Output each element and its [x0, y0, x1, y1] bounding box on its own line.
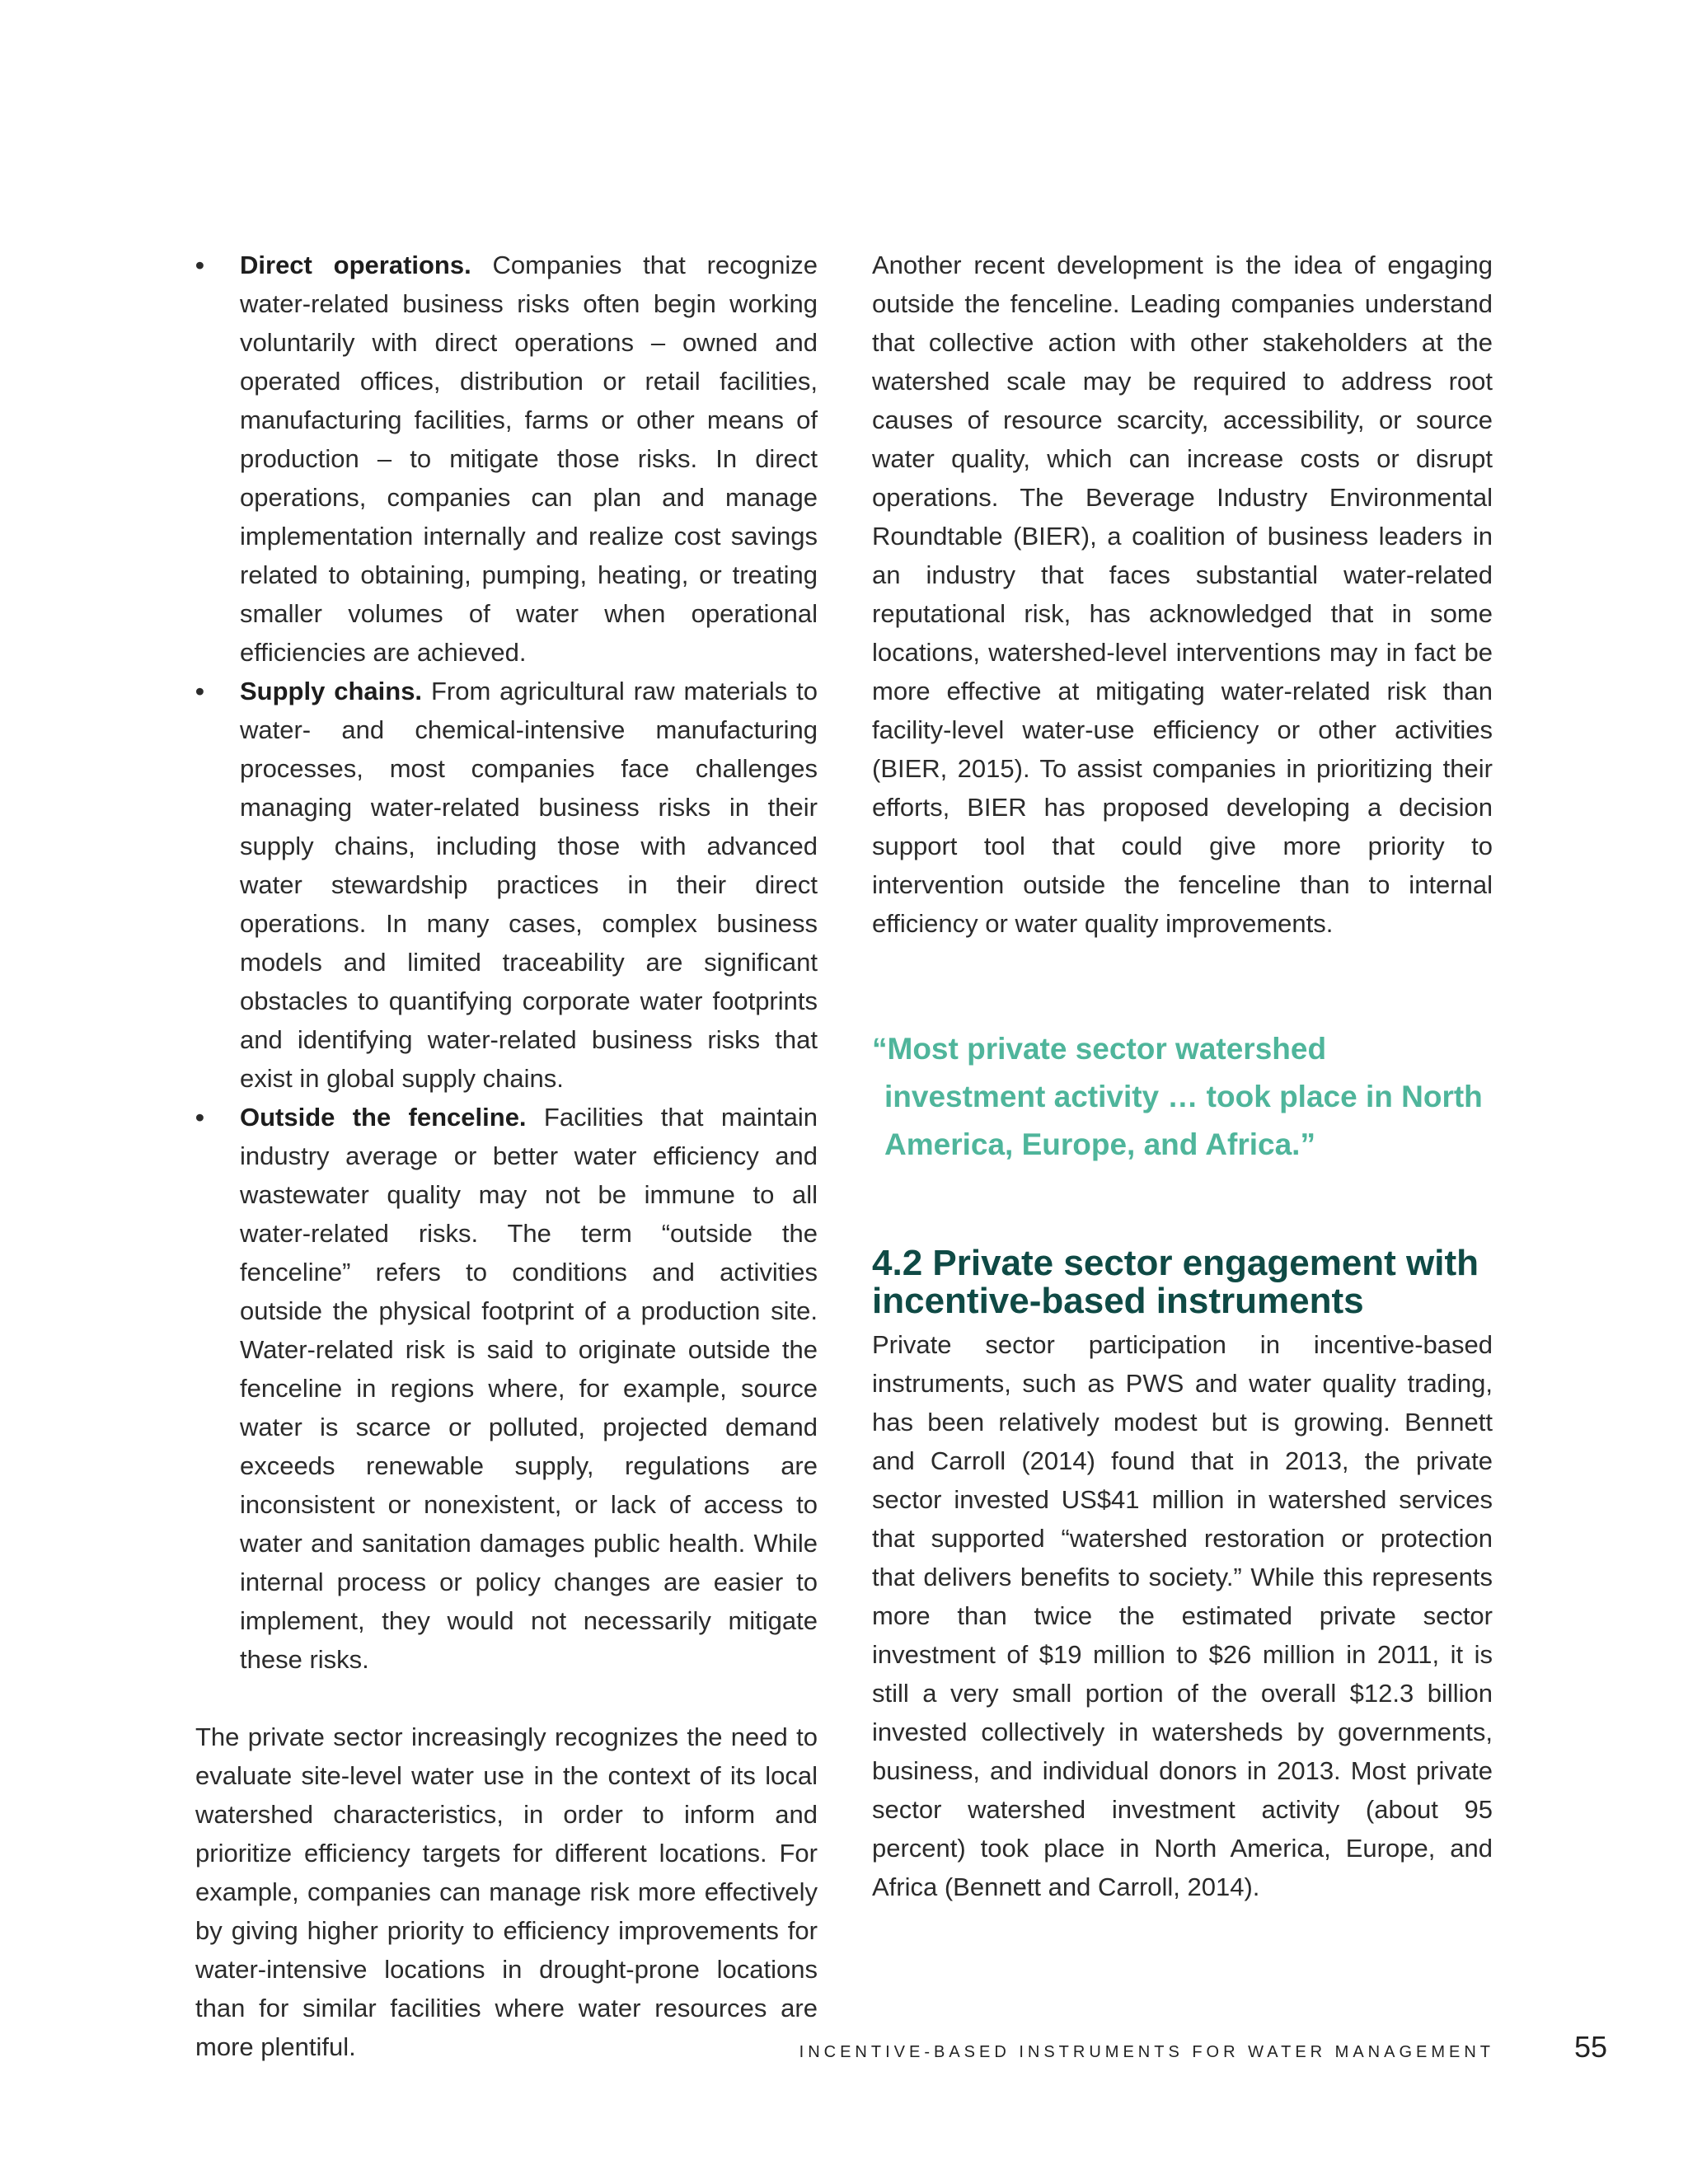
bullet-lead: Direct operations.	[240, 251, 471, 279]
page-number: 55	[1574, 2030, 1608, 2064]
section-body: Private sector participation in incentive-based instruments, such as PWS and water quality trading, has been relatively modest but is growing. Bennett and Carroll (2014) found that in 2013, the private sector invested US$41 million in watershed services that supported “watershed restoration or protection that delivers benefits to society.” While this represents more than twice the estimated private sector investment of $19 million to $26 million in 2011, it is still a very small portion of the overall $12.3 billion invested collectively in watersheds by governments, business, and individual donors in 2013. Most private sector watershed investment activity (about 95 percent) took place in North America, Europe, and Africa (Bennett and Carroll, 2014).	[872, 1330, 1493, 1901]
left-column	[195, 246, 818, 2066]
bullet-text: Facilities that maintain industry average or better water efficiency and wastewater quality may not be immune to all water-related risks. The term “outside the fenceline” refers to conditions and activities outside the physical footprint of a production site. Water-related risk is said to originate outside the fenceline in regions where, for example, source water is scarce or polluted, projected demand exceeds renewable supply, regulations are inconsistent or nonexistent, or lack of access to water and sanitation damages public health. While internal process or policy changes are easier to implement, they would not necessarily mitigate these risks.	[240, 1103, 818, 1674]
body-paragraph: The private sector increasingly recognizes the need to evaluate site-level water use in the context of its local watershed characteristics, in order to inform and prioritize efficiency targets for different locations. For example, companies can manage risk more effectively by giving higher priority to efficiency improvements for water-intensive locations in drought-prone locations than for similar facilities where water resources are more plentiful.	[195, 1722, 818, 2061]
page-footer	[0, 2030, 1688, 2079]
bullet-lead: Supply chains.	[240, 677, 423, 705]
bullet-item-outside-fenceline	[195, 1098, 818, 1679]
bullet-text: From agricultural raw materials to water- and chemical-intensive manufacturing processes, most companies face challenges managing water-related business risks in their supply chains, including those with advanced water stewardship practices in their direct operations. In many cases, complex business models and limited traceability are significant obstacles to quantifying corporate water footprints and identifying water-related business risks that exist in global supply chains.	[240, 677, 818, 1093]
running-footer-title: INCENTIVE-BASED INSTRUMENTS FOR WATER MANAGEMENT	[799, 2043, 1494, 2061]
bullet-marker: •	[195, 251, 204, 279]
right-column	[872, 246, 1493, 1906]
bullet-lead: Outside the fenceline.	[240, 1103, 527, 1132]
bullet-item-supply-chains	[195, 672, 818, 1098]
bullet-list	[195, 246, 818, 1679]
section-heading: 4.2 Private sector engagement with incentive-based instruments	[872, 1243, 1479, 1321]
bullet-text: Companies that recognize water-related business risks often begin working voluntarily with direct operations – owned and operated offices, distribution or retail facilities, manufacturing facilities, farms or other means of production – to mitigate those risks. In direct operations, companies can plan and manage implementation internally and realize cost savings related to obtaining, pumping, heating, or treating smaller volumes of water when operational efficiencies are achieved.	[240, 251, 818, 667]
bullet-marker: •	[195, 1103, 204, 1132]
paragraph-spacer	[195, 1679, 818, 1718]
pull-quote: “Most private sector watershed investment activity … took place in North America, Europe, and Africa.”	[872, 1032, 1483, 1161]
bullet-marker: •	[195, 677, 204, 705]
bullet-item-direct-operations	[195, 246, 818, 672]
body-paragraph: Another recent development is the idea of engaging outside the fenceline. Leading companies understand that collective action with other stakeholders at the watershed scale may be required to address root causes of resource scarcity, accessibility, or source water quality, which can increase costs or disrupt operations. The Beverage Industry Environmental Roundtable (BIER), a coalition of business leaders in an industry that faces substantial water-related reputational risk, has acknowledged that in some locations, watershed-level interventions may in fact be more effective at mitigating water-related risk than facility-level water-use efficiency or other activities (BIER, 2015). To assist companies in prioritizing their efforts, BIER has proposed developing a decision support tool that could give more priority to intervention outside the fenceline than to internal efficiency or water quality improvements.	[872, 251, 1493, 938]
